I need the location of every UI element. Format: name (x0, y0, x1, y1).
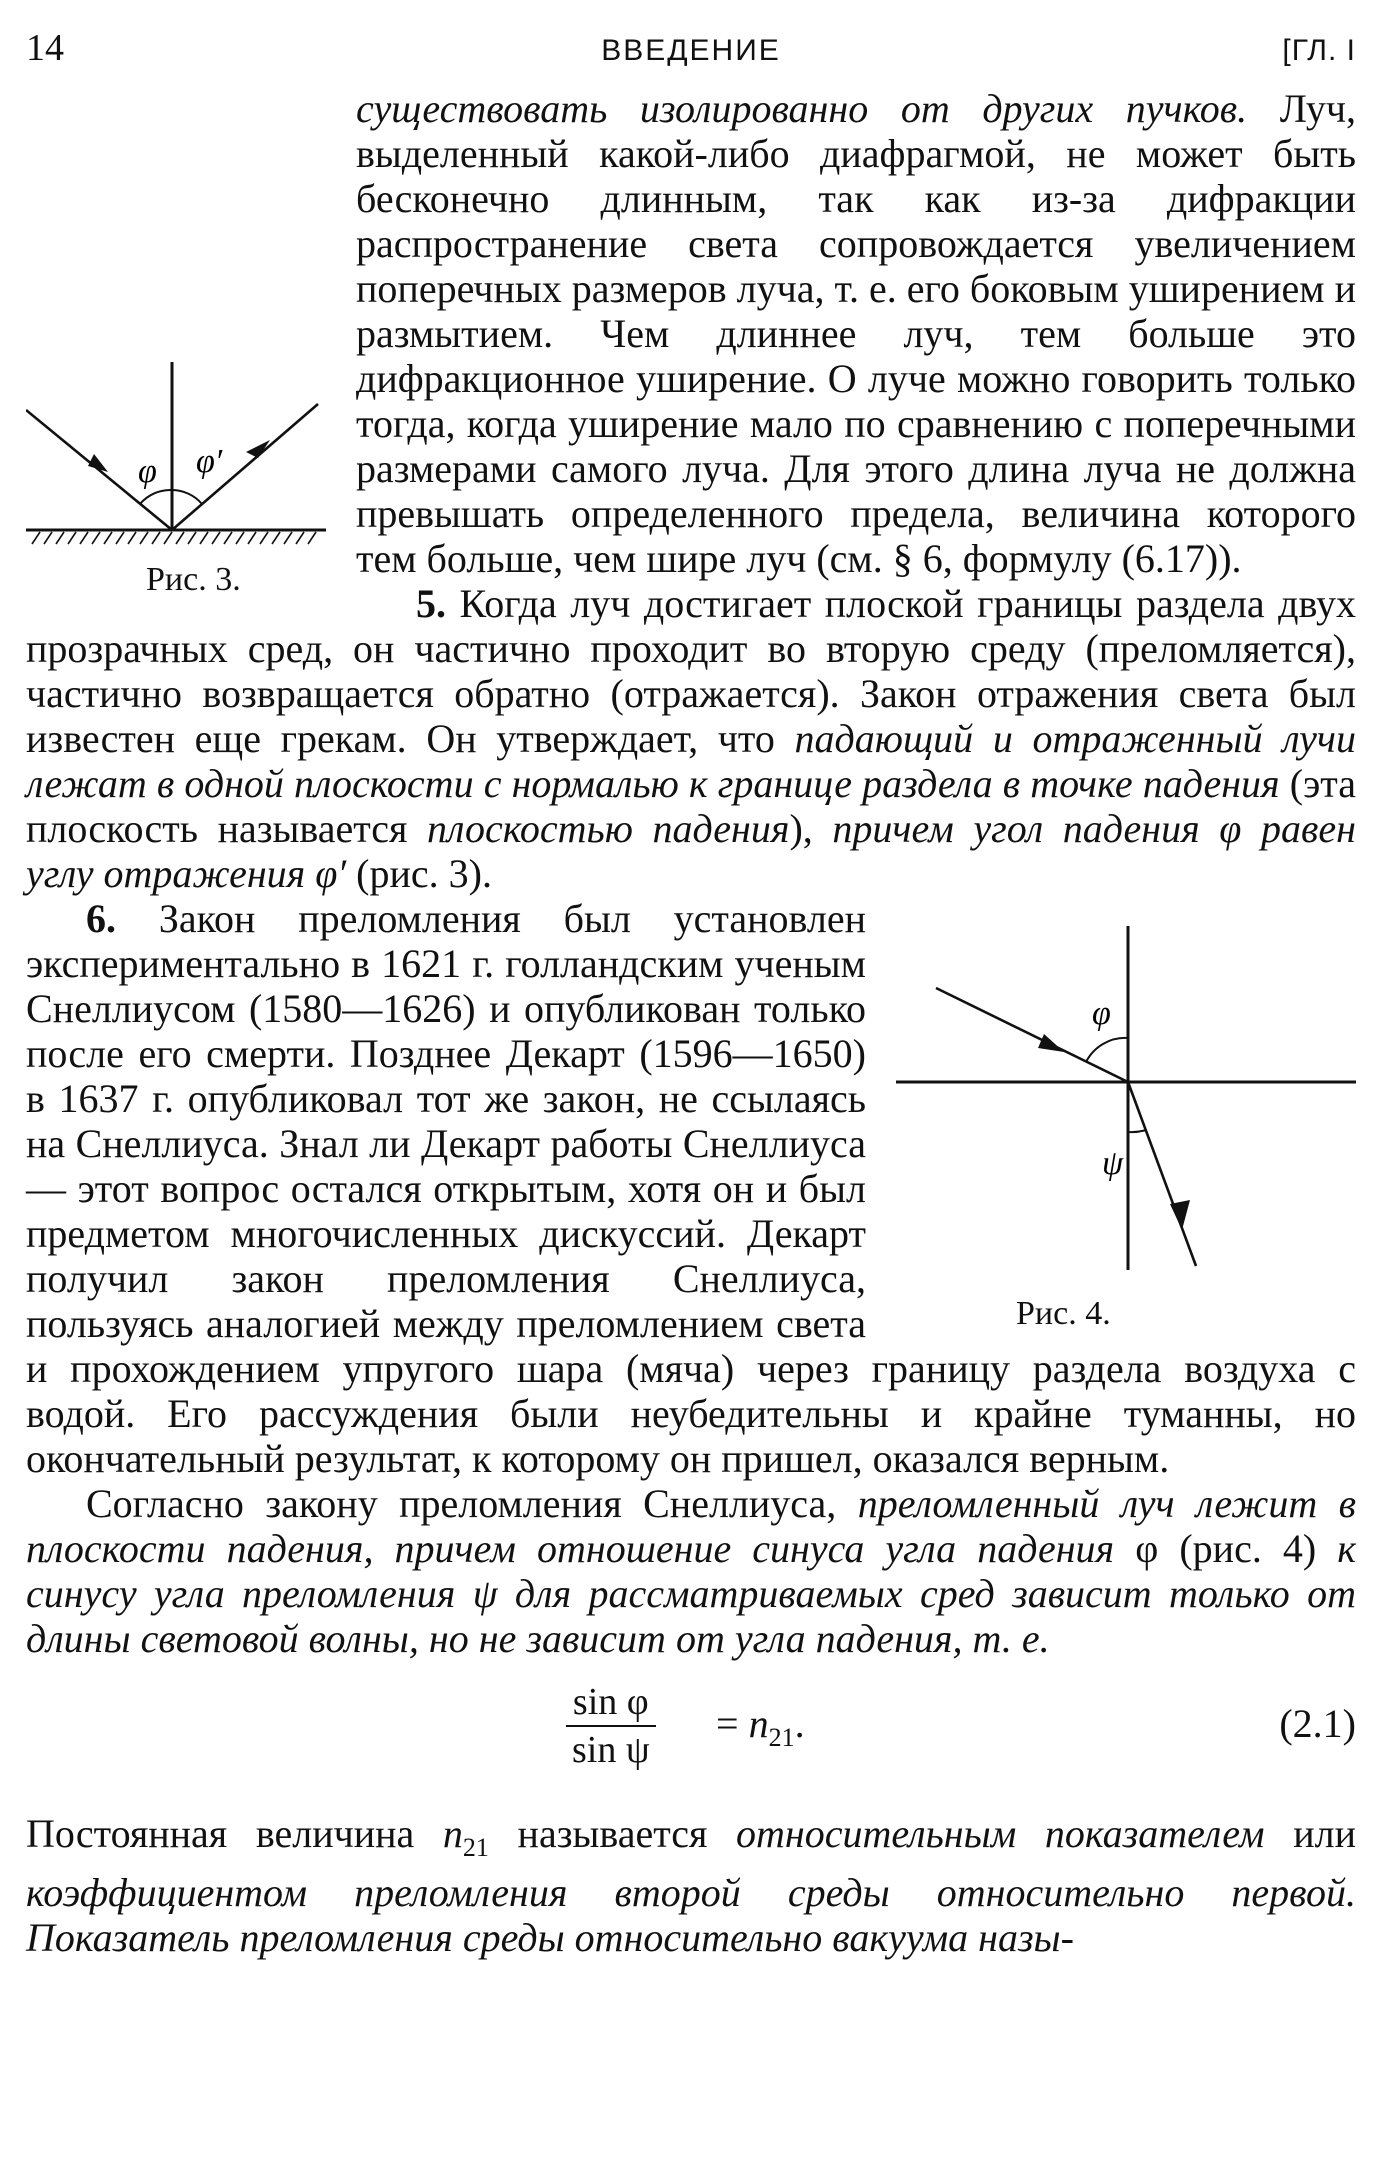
equation-subscript: 21 (768, 1723, 795, 1752)
paragraph-5 (26, 581, 1356, 896)
running-title: ВВЕДЕНИЕ (601, 34, 781, 67)
p5-text-4: (рис. 3). (346, 851, 492, 896)
equation-denominator: sin ψ (572, 1729, 650, 1771)
p5-number: 5. (416, 581, 446, 626)
page-number: 14 (26, 27, 64, 69)
p7-text-1: Согласно закону преломления Снеллиуса, (86, 1481, 858, 1526)
p1-italic: существовать изолированно от других пучков. (356, 86, 1248, 131)
equation-fraction (566, 1679, 656, 1773)
body-text (26, 86, 1356, 1960)
figure-4 (896, 896, 1356, 1336)
p5-text-2: (эта плоскость называется (26, 761, 1356, 851)
p8-subscript: 21 (462, 1833, 489, 1862)
p5-text-3: ), (789, 806, 833, 851)
p8-text-2: называется (488, 1811, 737, 1856)
p8-italic-2: коэффициентом преломления второй среды относительно первой. Показатель преломления среды относительно вакуума назы- (26, 1870, 1356, 1960)
angle-arc-refraction (1128, 1130, 1146, 1132)
figure-3-caption: Рис. 3. (146, 561, 241, 598)
paragraph-7 (26, 1481, 1356, 1661)
chapter-label: [ГЛ. I (1282, 34, 1356, 67)
fig3-space (26, 316, 356, 606)
equation-equals: = (716, 1701, 739, 1746)
p7-italic-1: преломленный луч лежит в плоскости падения, причем отношение синуса угла падения (26, 1481, 1356, 1571)
running-head (26, 26, 1356, 86)
incident-arrow (1038, 1034, 1064, 1052)
p7-text-2: φ (рис. 4) (1114, 1526, 1338, 1571)
label-phi-prime: φ′ (196, 443, 223, 480)
p5-italic-1: падающий и отраженный лучи лежат в одной плоскости с нормалью к границе раздела в точке падения (26, 716, 1357, 806)
equation-2-1 (26, 1679, 1356, 1799)
label-psi: ψ (1102, 1145, 1124, 1182)
p6-number: 6. (86, 896, 116, 941)
figure-4-caption: Рис. 4. (1016, 1295, 1111, 1332)
p7-italic-2: к синусу угла преломления ψ для рассматриваемых сред зависит только от длины световой волны, но не зависит от угла падения, т. е. (26, 1526, 1356, 1661)
p8-italic-1: относительным показателем (736, 1811, 1265, 1856)
equation-rhs (716, 1701, 805, 1760)
label-phi: φ (138, 453, 157, 490)
equation-number: (2.1) (1279, 1701, 1356, 1746)
equation-symbol: n (748, 1701, 769, 1746)
p5-italic-2: плоскостью падения (427, 806, 790, 851)
page (26, 26, 1357, 1960)
angle-arc-incidence (1086, 1038, 1128, 1062)
p1-text: Луч, выделенный какой-либо диафрагмой, не может быть бесконечно длинным, так как из-за дифракции распространение света сопровождается увеличением поперечных размеров луча, т. е. его боковым уширением и размытием. Чем длиннее луч, тем больше это дифракционное уширение. О луче можно говорить только тогда, когда уширение мало по сравнению с поперечными размерами самого луча. Для этого длина луча не должна превышать определенного предела, величина которого тем больше, чем шире луч (см. § 6, формулу (6.17)). (356, 86, 1356, 581)
label-phi: φ (1092, 995, 1111, 1032)
paragraph-8 (26, 1811, 1356, 1960)
p5-text-1: Когда луч достигает плоской границы раздела двух прозрачных сред, он частично проходит во вторую среду (преломляется), частично возвращается обратно (отражается). Закон отражения света был известен еще грекам. Он утверждает, что (26, 581, 1356, 761)
equation-period: . (794, 1701, 805, 1746)
p8-text-3: или (1264, 1811, 1357, 1856)
equation-numerator: sin φ (566, 1679, 656, 1727)
p8-text-1: Постоянная величина (26, 1811, 443, 1856)
refracted-arrow (1170, 1200, 1190, 1230)
refracted-ray (1128, 1082, 1196, 1266)
p8-symbol: n (442, 1811, 463, 1856)
refraction-diagram (896, 896, 1356, 1286)
p5-italic-3: причем угол падения φ равен углу отражения φ′ (26, 806, 1356, 896)
p6-text: Закон преломления был установлен экспериментально в 1621 г. голландским ученым Снеллиусом (1580—1626) и опубликован только после его смерти. Позднее Декарт (1596—1650) в 1637 г. опубликовал тот же закон, не ссылаясь на Снеллиуса. Знал ли Декарт работы Снеллиуса — этот вопрос остался открытым, хотя он и был предметом многочисленных дискуссий. Декарт получил закон преломления Снеллиуса, пользуясь аналогией между преломлением света и прохождением упругого шара (мяча) через границу раздела воздуха с водой. Его рассуждения были неубедительны и крайне туманны, но окончательный результат, к которому он пришел, оказался верным. (26, 896, 1356, 1481)
